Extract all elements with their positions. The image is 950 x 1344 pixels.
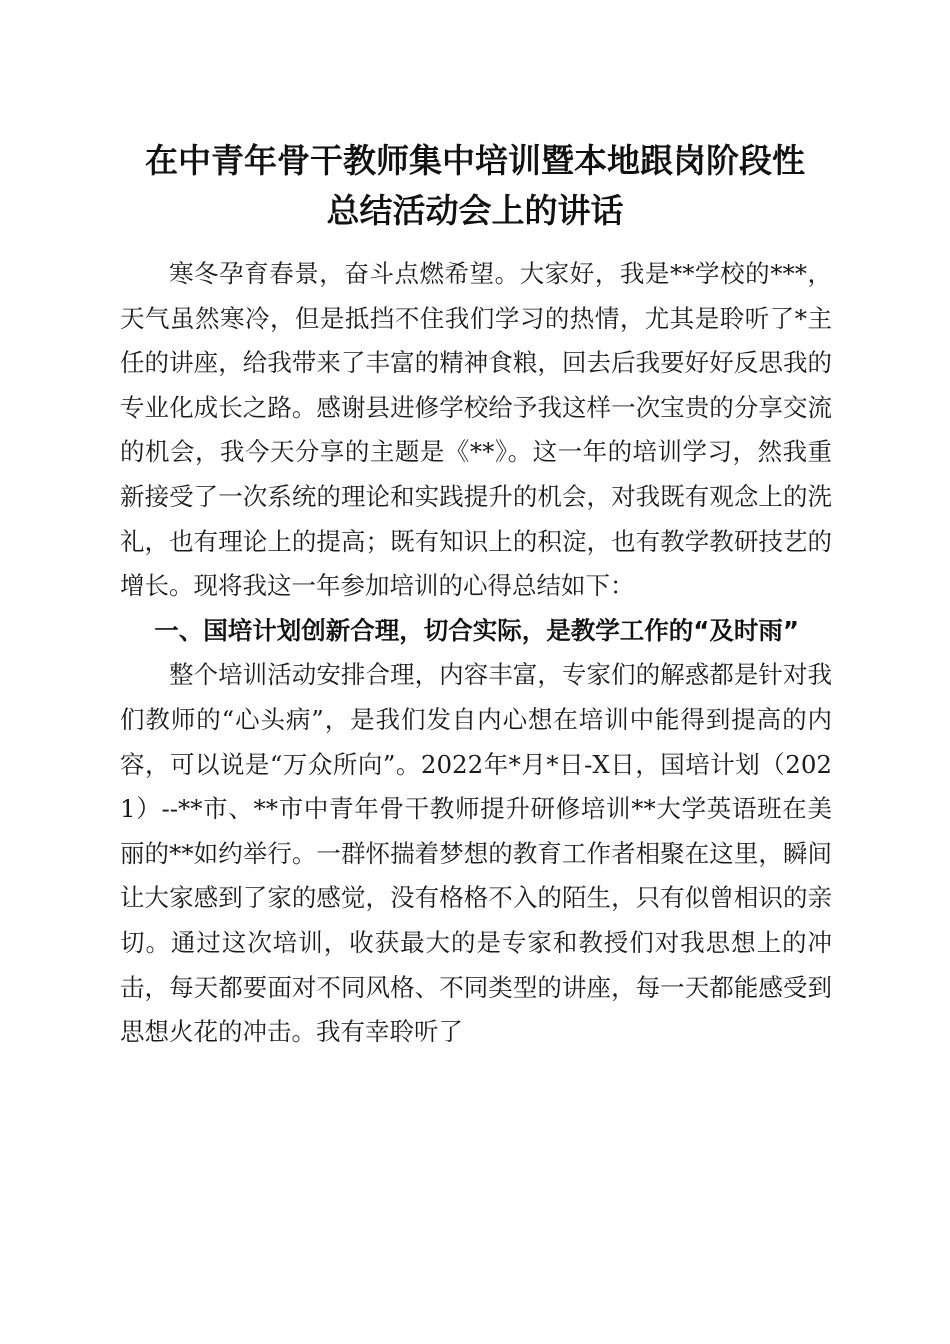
document-title-line-1: 在中青年骨干教师集中培训暨本地跟岗阶段性 [145, 141, 805, 180]
section-heading-1: 一、国培计划创新合理，切合实际，是教学工作的“及时雨” [154, 615, 799, 645]
document-body [120, 252, 832, 1055]
document-title-line-2: 总结活动会上的讲话 [326, 191, 624, 230]
section-1-paragraph: 整个培训活动安排合理，内容丰富，专家们的解惑都是针对我们教师的“心头病”，是我们发自内心想在培训中能得到提高的内容，可以说是“万众所向”。2022年*月*日-X日，国培计划（2021）--**市、**市中青年骨干教师提升研修培训**大学英语班在美丽的**如约举行。一群怀揣着梦想的教育工作者相聚在这里，瞬间让大家感到了家的感觉，没有格格不入的陌生，只有似曾相识的亲切。通过这次培训，收获最大的是专家和教授们对我思想上的冲击，每天都要面对不同风格、不同类型的讲座，每一天都能感受到思想火花的冲击。我有幸聆听了 [120, 660, 832, 1047]
intro-paragraph: 寒冬孕育春景，奋斗点燃希望。大家好，我是**学校的***，天气虽然寒冷，但是抵挡不住我们学习的热情，尤其是聆听了*主任的讲座，给我带来了丰富的精神食粮，回去后我要好好反思我的专业化成长之路。感谢县进修学校给予我这样一次宝贵的分享交流的机会，我今天分享的主题是《**》。这一年的培训学习，然我重新接受了一次系统的理论和实践提升的机会，对我既有观念上的洗礼，也有理论上的提高；既有知识上的积淀，也有教学教研技艺的增长。现将我这一年参加培训的心得总结如下： [120, 259, 832, 601]
